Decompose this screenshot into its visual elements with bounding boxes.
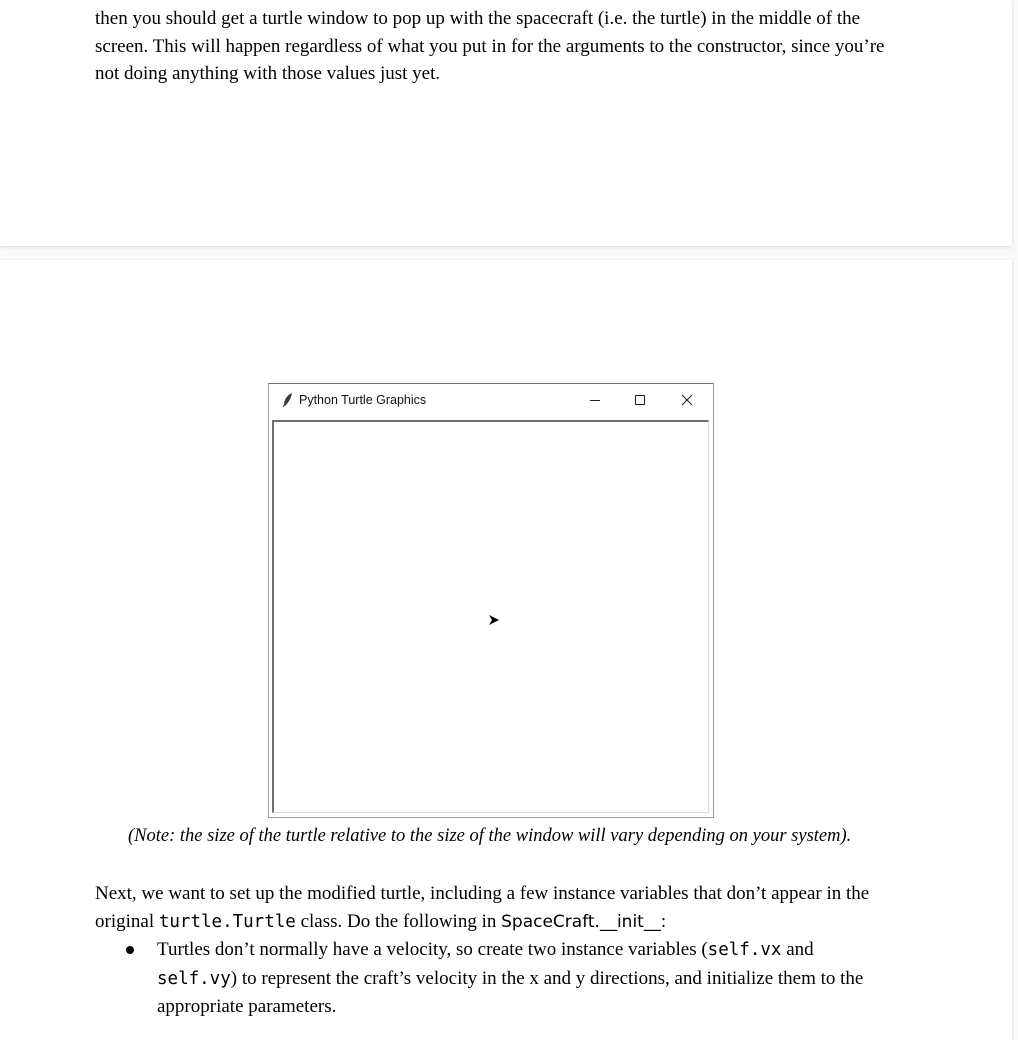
- code-self-vx: self.vx: [707, 940, 782, 960]
- paragraph-text: Next, we want to set up the modified turtle, including a few instance variables that don’t appear in the original: [95, 883, 870, 932]
- intro-paragraph: then you should get a turtle window to pop up with the spacecraft (i.e. the turtle) in the middle of the screen. This will happen regardless of what you put in for the arguments to the constructor, since you’re not doing anything with those values just yet.: [95, 8, 885, 84]
- instructions-list: [95, 936, 895, 1021]
- turtle-arrow-icon: [488, 614, 500, 626]
- minimize-icon[interactable]: [583, 389, 607, 411]
- note-caption: (Note: the size of the turtle relative to the size of the window will vary depending on your system).: [128, 826, 852, 846]
- close-icon[interactable]: [675, 389, 699, 411]
- instructions-paragraph: [95, 880, 895, 936]
- paragraph-text: :: [660, 910, 667, 932]
- code-self-vy: self.vy: [157, 968, 231, 989]
- bullet-icon: [126, 946, 134, 954]
- window-title: Python Turtle Graphics: [299, 393, 427, 407]
- maximize-icon[interactable]: [628, 389, 652, 411]
- code-init-method: SpaceCraft.__init__: [501, 911, 661, 932]
- document-page-1: [0, 0, 1012, 246]
- turtle-window-screenshot: [268, 383, 714, 818]
- paragraph-text: class. Do the following in: [295, 910, 502, 932]
- window-titlebar: [269, 384, 713, 417]
- turtle-canvas: [272, 420, 709, 813]
- code-turtle-class: turtle.Turtle: [158, 911, 296, 932]
- list-item: Turtles don’t normally have a velocity, so create two instance variables (self.vx and self.vy) to represent the craft’s velocity in the x and y directions, and initialize them to the appropriate parameters.: [95, 936, 895, 1021]
- document-page-2: [0, 260, 1012, 1040]
- feather-icon: [281, 392, 295, 408]
